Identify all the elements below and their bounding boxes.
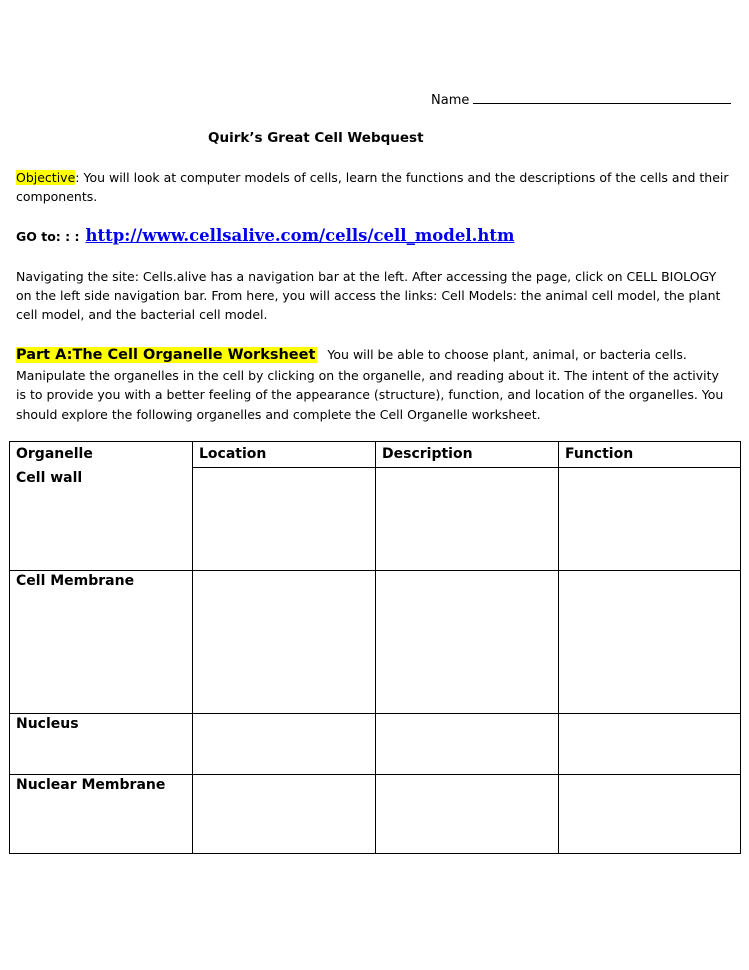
column-header-function: Function <box>559 442 741 468</box>
part-a-paragraph <box>16 345 731 424</box>
location-cell[interactable] <box>193 714 376 775</box>
function-cell[interactable] <box>559 468 741 571</box>
location-cell[interactable] <box>193 571 376 714</box>
table-row <box>10 775 741 854</box>
organelle-table <box>9 441 741 854</box>
organelle-cell: Nuclear Membrane <box>10 775 193 854</box>
navigation-paragraph: Navigating the site: Cells.alive has a navigation bar at the left. After accessing the page, click on CELL BIOLOGY on the left side navigation bar. From here, you will access the links: Cell Models: the animal cell model, the plant cell model, and the bacterial cell model. <box>16 269 721 322</box>
column-header-description: Description <box>376 442 559 468</box>
description-cell[interactable] <box>376 468 559 571</box>
description-cell[interactable] <box>376 775 559 854</box>
name-field <box>431 90 731 108</box>
function-cell[interactable] <box>559 571 741 714</box>
table-row <box>10 571 741 714</box>
name-label: Name <box>431 93 470 108</box>
table-header-row <box>10 442 741 468</box>
function-cell[interactable] <box>559 714 741 775</box>
column-header-location: Location <box>193 442 376 468</box>
objective-paragraph <box>16 168 731 206</box>
name-blank-line[interactable] <box>473 90 731 104</box>
part-a-title: Part A:The Cell Organelle Worksheet <box>16 347 316 363</box>
organelle-cell: Cell Membrane <box>10 571 193 714</box>
organelle-cell: Nucleus <box>10 714 193 775</box>
cellsalive-link[interactable]: http://www.cellsalive.com/cells/cell_model.htm <box>85 226 515 245</box>
table-row <box>10 468 741 571</box>
table-row <box>10 714 741 775</box>
page-title: Quirk’s Great Cell Webquest <box>208 130 424 146</box>
goto-label: GO to: : : <box>16 229 80 244</box>
location-cell[interactable] <box>193 775 376 854</box>
part-a-text: You will be able to choose plant, animal, or bacteria cells. Manipulate the organelles in the cell by clicking on the organelle, and reading about it. The intent of the activity is to provide you with a better feeling of the appearance (structure), function, and location of the organelles. You should explore the following organelles and complete the Cell Organelle worksheet. <box>16 347 724 422</box>
description-cell[interactable] <box>376 571 559 714</box>
goto-line <box>16 226 514 245</box>
organelle-cell: Cell wall <box>10 468 193 571</box>
function-cell[interactable] <box>559 775 741 854</box>
objective-label: Objective <box>16 170 76 185</box>
description-cell[interactable] <box>376 714 559 775</box>
column-header-organelle: Organelle <box>10 442 193 468</box>
objective-text: : You will look at computer models of cells, learn the functions and the descriptions of the cells and their components. <box>16 170 729 204</box>
location-cell[interactable] <box>193 468 376 571</box>
